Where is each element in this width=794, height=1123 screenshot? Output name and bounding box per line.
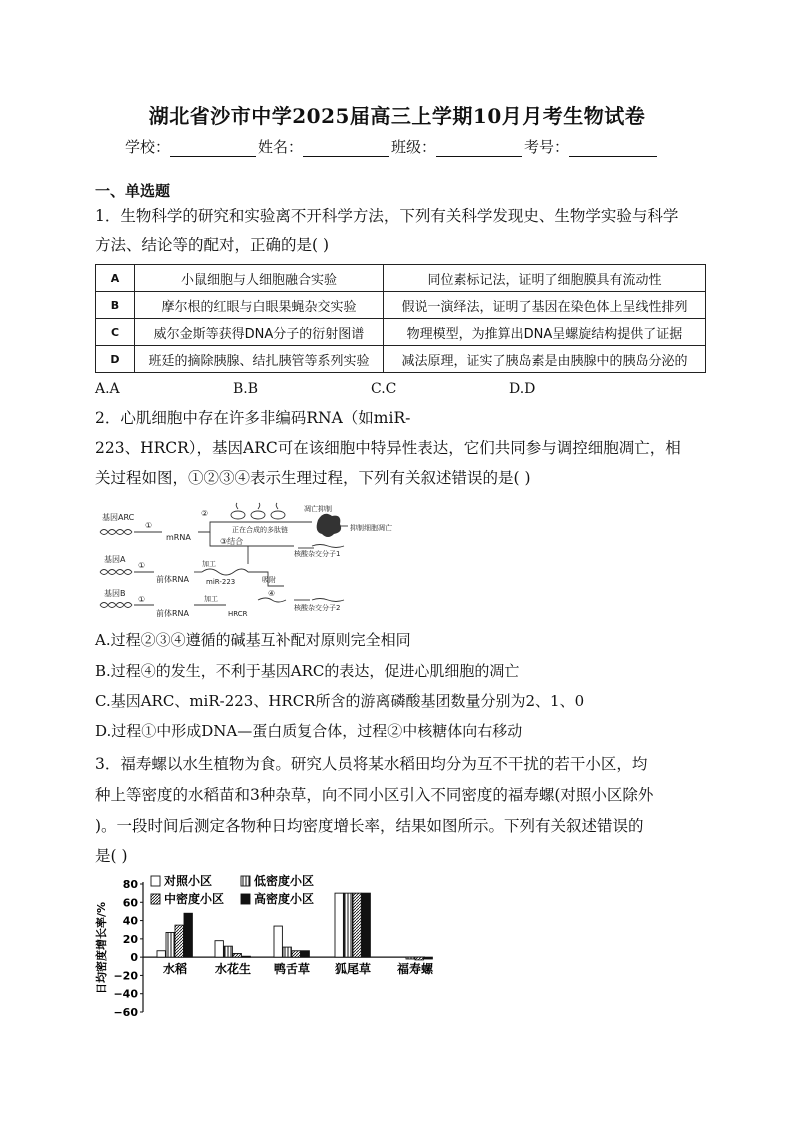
label-pre-rna-b: 前体RNA	[156, 609, 190, 618]
q1-option-c[interactable]: C.C	[371, 381, 397, 397]
bar-1-1	[224, 946, 232, 957]
y-tick-label: 80	[122, 878, 138, 891]
bar-0-2	[175, 925, 183, 957]
y-tick-label: 60	[122, 896, 138, 910]
class-blank[interactable]	[436, 142, 522, 157]
dna-helix-b-strand	[100, 603, 132, 608]
name-label: 姓名：	[258, 138, 304, 156]
ribosome-1	[231, 511, 245, 519]
legend-swatch	[151, 894, 160, 904]
section-heading: 一、单选题	[95, 182, 171, 200]
label-pre-rna-a: 前体RNA	[156, 575, 190, 584]
label-apoptosis-inhibit: 凋亡抑制	[304, 505, 332, 513]
ribosome-3	[271, 511, 285, 519]
bar-4-3	[424, 957, 432, 959]
q3-stem-line-1: 3．福寿螺以水生植物为食。研究人员将某水稻田均分为互不干扰的若干小区，均	[95, 755, 648, 773]
bar-3-2	[353, 893, 361, 957]
label-process-1-arc: ①	[145, 521, 153, 530]
q3-stem-line-2: 种上等密度的水稻苗和3种杂草，向不同小区引入不同密度的福寿螺(对照小区除外	[95, 786, 654, 804]
label-mrna: mRNA	[166, 533, 191, 542]
label-inhibit-apoptosis: 抑制细胞凋亡	[350, 524, 392, 532]
row-experiment: 小鼠细胞与人细胞融合实验	[135, 265, 384, 292]
q3-stem-line-3: )。一段时间后测定各物种日均密度增长率，结果如图所示。下列有关叙述错误的	[95, 817, 644, 835]
row-experiment: 班廷的摘除胰腺、结扎胰管等系列实验	[135, 346, 384, 373]
label-hybrid-1: 核酸杂交分子1	[294, 550, 341, 558]
q2-option-c[interactable]: C.基因ARC、miR-223、HRCR所含的游离磷酸基团数量分别为2、1、0	[95, 692, 585, 710]
label-gene-b: 基因B	[104, 589, 126, 598]
bar-4-2	[415, 957, 423, 960]
label-process-2: ②	[201, 509, 209, 518]
x-tick-label: 鸭舌草	[273, 962, 311, 977]
y-tick-label: −40	[113, 987, 138, 1001]
bar-3-1	[344, 893, 352, 957]
label-mir-223: miR-223	[206, 578, 236, 586]
legend-swatch	[241, 894, 250, 904]
bar-2-0	[274, 926, 282, 957]
x-tick-label: 狐尾草	[334, 962, 372, 977]
bar-0-0	[157, 951, 165, 957]
label-process-1-b: ①	[138, 595, 146, 604]
y-tick-label: 20	[122, 932, 138, 946]
row-label: A	[96, 265, 135, 292]
label-gene-a: 基因A	[104, 555, 126, 564]
q2-stem-line-1: 2．心肌细胞中存在许多非编码RNA（如miR-	[95, 409, 411, 427]
q2-stem-line-3: 关过程如图，①②③④表示生理过程，下列有关叙述错误的是( )	[95, 469, 531, 487]
q1-option-d[interactable]: D.D	[509, 381, 536, 397]
q1-option-a[interactable]: A.A	[95, 381, 120, 397]
label-process-1-a: ①	[138, 561, 146, 570]
q2-stem-line-2: 223、HRCR），基因ARC可在该细胞中特异性表达，它们共同参与调控细胞凋亡，相	[95, 439, 681, 457]
label-polypeptide: 正在合成的多肽链	[232, 526, 288, 534]
table-row	[96, 292, 706, 319]
bar-1-3	[242, 956, 250, 957]
q2-diagram	[98, 502, 418, 620]
table-row	[96, 346, 706, 373]
row-conclusion: 假说一演绎法，证明了基因在染色体上呈线性排列	[384, 292, 706, 319]
label-process-4: ④	[268, 589, 276, 598]
hybrid-1-strand	[312, 545, 344, 548]
row-conclusion: 同位素标记法，证明了细胞膜具有流动性	[384, 265, 706, 292]
arrow-translation	[198, 522, 226, 532]
q1-table	[95, 264, 706, 373]
hybrid-2-strand	[312, 599, 344, 602]
bar-2-3	[301, 951, 309, 957]
label-gene-arc: 基因ARC	[102, 513, 135, 522]
q2-option-a[interactable]: A.过程②③④遵循的碱基互补配对原则完全相同	[95, 631, 411, 649]
table-row	[96, 319, 706, 346]
row-label: D	[96, 346, 135, 373]
x-tick-label: 福寿螺	[396, 962, 434, 977]
school-label: 学校：	[125, 138, 171, 156]
bar-0-3	[184, 913, 192, 957]
q3-bar-chart	[95, 872, 440, 1020]
legend-label: 中密度小区	[164, 892, 225, 906]
number-blank[interactable]	[569, 142, 657, 157]
q1-stem-line-1: 1．生物科学的研究和实验离不开科学方法，下列有关科学发现史、生物学实验与科学	[95, 207, 679, 225]
student-info-line	[125, 136, 659, 157]
school-blank[interactable]	[170, 142, 256, 157]
label-hybrid-2: 核酸杂交分子2	[294, 604, 341, 612]
polypeptide-chains	[236, 503, 278, 509]
q1-options	[95, 381, 647, 397]
dna-helix-a-strand	[100, 570, 132, 575]
row-experiment: 威尔金斯等获得DNA分子的衍射图谱	[135, 319, 384, 346]
x-tick-label: 水花生	[214, 962, 252, 977]
bar-4-1	[406, 957, 414, 959]
dna-helix-arc-strand	[100, 530, 132, 535]
legend-swatch	[151, 876, 160, 886]
class-label: 班级：	[391, 138, 437, 156]
row-conclusion: 减法原理，证实了胰岛素是由胰腺中的胰岛分泌的	[384, 346, 706, 373]
label-process-3: ③结合	[220, 537, 244, 546]
row-label: C	[96, 319, 135, 346]
label-hrcr: HRCR	[228, 610, 248, 618]
exam-title: 湖北省沙市中学2025届高三上学期10月月考生物试卷	[148, 104, 646, 128]
q1-stem-line-2: 方法、结论等的配对，正确的是( )	[95, 236, 330, 254]
bar-0-1	[166, 932, 174, 957]
legend-label: 高密度小区	[254, 892, 315, 906]
y-axis-label: 日均密度增长率/%	[95, 901, 108, 995]
label-absorb: 吸附	[262, 576, 276, 584]
y-tick-label: 0	[130, 951, 138, 965]
row-experiment: 摩尔根的红眼与白眼果蝇杂交实验	[135, 292, 384, 319]
y-tick-label: −20	[113, 969, 138, 983]
bar-1-2	[233, 953, 241, 957]
q1-option-b[interactable]: B.B	[233, 381, 259, 397]
row-conclusion: 物理模型，为推算出DNA呈螺旋结构提供了证据	[384, 319, 706, 346]
bar-2-2	[292, 951, 300, 957]
label-process-b: 加工	[204, 595, 218, 603]
q2-option-d[interactable]: D.过程①中形成DNA—蛋白质复合体，过程②中核糖体向右移动	[95, 722, 523, 740]
mir-223-strand	[202, 569, 248, 575]
bar-2-1	[283, 947, 291, 957]
y-tick-label: −60	[113, 1006, 138, 1019]
label-process-a: 加工	[202, 560, 216, 568]
q2-option-b[interactable]: B.过程④的发生，不利于基因ARC的表达，促进心肌细胞的凋亡	[95, 662, 520, 680]
protein-blob-icon	[317, 514, 341, 537]
legend-swatch	[241, 876, 250, 886]
ribosome-2	[251, 511, 265, 519]
table-row	[96, 265, 706, 292]
bar-1-0	[215, 941, 223, 957]
legend-label: 低密度小区	[254, 874, 315, 888]
hrcr-strand	[258, 598, 286, 602]
bar-3-3	[362, 893, 370, 957]
y-tick-label: 40	[122, 914, 138, 928]
number-label: 考号：	[524, 138, 570, 156]
q3-stem-line-4: 是( )	[95, 847, 128, 865]
legend-label: 对照小区	[164, 874, 213, 888]
x-tick-label: 水稻	[162, 962, 188, 977]
bar-3-0	[335, 893, 343, 957]
row-label: B	[96, 292, 135, 319]
name-blank[interactable]	[303, 142, 389, 157]
